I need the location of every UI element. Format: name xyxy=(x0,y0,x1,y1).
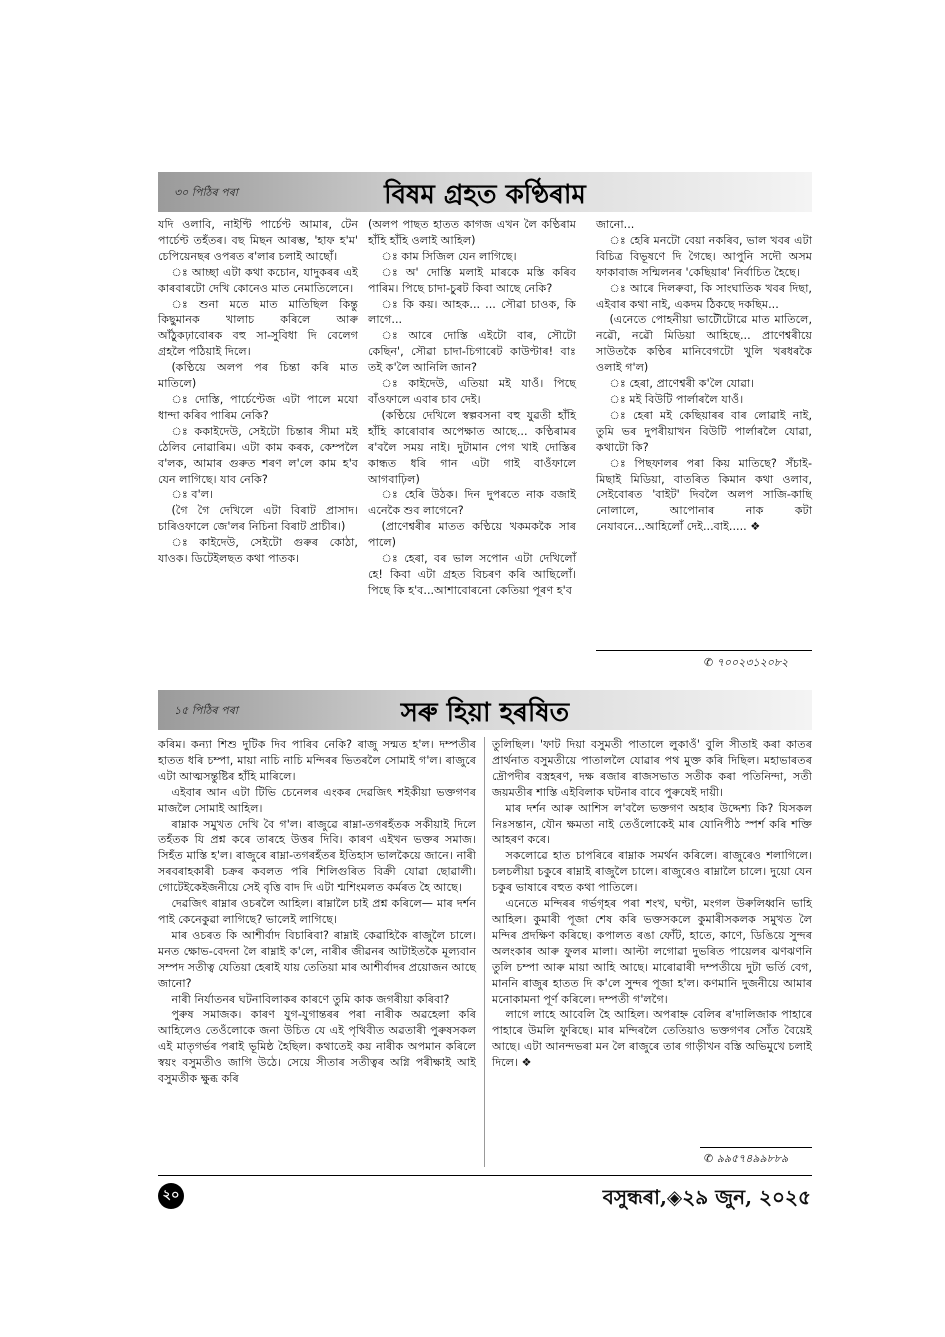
paragraph: কৰিম। কন্যা শিশু দুটিক দিব পাৰিব নেকি? ৰাজু সন্মত হ'ল। দম্পতীৰ হাতত ধৰি চম্পা, মায়া নাচি নাচি মন্দিৰৰ ভিতৰলৈ সোমাই গ'ল। ৰাজুৰে এটা আত্মসন্তুষ্টিৰ হাঁহি মাৰিলে। xyxy=(158,738,476,783)
paragraph: ঃ আৰে দিলৰুবা, কি সাংঘাতিক খবৰ দিছা, এইবাৰ কথা নাই, একদম ঠিকছে দকছিম... xyxy=(596,281,812,311)
story2-phone: ✆ ৯৯৫৭৪৯৯৮৮৯ xyxy=(704,1152,789,1165)
paragraph: লাগে লাহে আবেলি হৈ আহিল। অপৰাহ্ন বেলিৰ ৰ'দালিজাক পাহাৰে পাহাৰে উমলি ফুৰিছে। মাৰ মন্দিৰলৈ তেতিয়াও ভক্তগণৰ সোঁত বৈয়েই আছে। এটা আনন্দভৰা মন লৈ ৰাজুৰে তাৰ গাড়ীখন বস্তি অভিমুখে চলাই দিলে। ❖ xyxy=(492,1008,812,1070)
story2-title-band xyxy=(158,690,812,730)
publication-footer: বসুন্ধৰা,◈২৯ জুন, ২০২৫ xyxy=(602,1185,811,1209)
paragraph: (প্ৰাণেশ্বৰীৰ মাতত কণ্ঠিয়ে খকমককৈ সাৰ পালে) xyxy=(368,520,576,550)
paragraph: (গৈ গৈ দেখিলে এটা বিৰাট প্ৰাসাদ। চাৰিওফালে জে'লৰ নিচিনা বিৰাট প্ৰাচীৰ।) xyxy=(158,504,358,534)
story1-continued-from: ৩০ পিঠিৰ পৰা xyxy=(174,186,238,199)
story2-end-rule xyxy=(700,1147,812,1148)
paragraph: এইবাৰ আন এটা টিভি চেনেলৰ এংকৰ দেৱজিৎ শইকীয়া ভক্তগণৰ মাজলৈ সোমাই আহিল। xyxy=(158,785,476,815)
story1-phone: ✆ ৭০০২৩১২০৮২ xyxy=(704,656,789,669)
page-number: ২০ xyxy=(158,1183,184,1209)
paragraph: ঃ শুনা মতে মাত মাতিছিল কিন্তু কিছুমানক খালাচ কৰিলে আৰু আঁঠুকঢ়াবোৰক বহু সা-সুবিধা দি বেলেগ গ্ৰহলৈ পঠিয়াই দিলে। xyxy=(158,297,358,359)
story1-title: বিষম গ্ৰহত কণ্ঠিৰাম xyxy=(384,180,586,210)
paragraph: তুলিছিল। 'ফাট দিয়া বসুমতী পাতালে লুকাওঁ' বুলি সীতাই কৰা কাতৰ প্ৰাৰ্থনাত বসুমতীয়ে পাতাললৈ যোৱাৰ পথ মুক্ত কৰি দিছিল। মহাভাৰতৰ দ্ৰৌপদীৰ বস্ত্ৰহৰণ, দক্ষ ৰজাৰ ৰাজসভাত সতীক কৰা পতিনিন্দা, সতী জয়মতীৰ শাস্তি এইবিলাক ঘটনাৰ বাবে পুৰুষেই দায়ী। xyxy=(492,738,812,799)
story1-column-1 xyxy=(158,217,358,567)
paragraph: ৰাম্নাক সমুখত দেখি বৈ গ'ল। ৰাজুৱে ৰাম্না-তগৰহঁতক সকীয়াই দিলে তহঁতক যি প্ৰশ্ন কৰে তাৰহে উত্তৰ দিবি। কাৰণ এইখন ভক্তৰ সমাজ। সিহঁত মাস্তি হ'ল। ৰাজুৰে ৰাম্না-তগৰহঁতৰ ইতিহাস ভালকৈয়ে জানে। নাৰী সৰবৰাহকাৰী চক্ৰৰ কবলত পৰি শিলিগুৰিত বিক্ৰী যোৱা ছোৱালী। গোটেইকেইজনীয়ে সেই বৃত্তি বাদ দি এটা শ্মশিংমলত কৰ্মৰত হৈ আছে। xyxy=(158,817,476,895)
paragraph: ঃ হেৰা মই কেছিয়াৰৰ বাৰ লোৱাই নাই, তুমি ভৰ দুপৰীয়াখন বিউটি পাৰ্লাৰলৈ যোৱা, কথাটো কি? xyxy=(596,408,812,454)
story1-title-band xyxy=(158,172,812,212)
paragraph: জানো... xyxy=(596,218,635,231)
story2-column-2 xyxy=(492,737,812,1071)
paragraph: (এনেতে পোহনীয়া ভাটৌটোৱে মাত মাতিলে, নৱৌ, নৱৌ মিডিয়া আহিছে... প্ৰাণেশ্বৰীয়ে সাউতকৈ কণ্ঠিৰ মানিবেগটো খুলি খৰধৰকৈ ওলাই গ'ল) xyxy=(596,313,812,375)
story1-column-2 xyxy=(368,217,576,599)
paragraph: ঃ হেৰা, প্ৰাণেশ্বৰী ক'লৈ যোৱা। xyxy=(609,377,755,391)
paragraph: মাৰ দৰ্শন আৰু আশিস ল'বলৈ ভক্তগণ অহাৰ উদ্দেশ্য কি? যিসকল নিঃসন্তান, যৌন ক্ষমতা নাই তেওঁলোকেই মাৰ যোনিপীঠ স্পৰ্শ কৰি শক্তি আহৰণ কৰে। xyxy=(492,801,812,847)
story2-continued-from: ১৫ পিঠিৰ পৰা xyxy=(174,704,238,717)
story2-column-1 xyxy=(158,737,476,1087)
column-divider xyxy=(484,737,485,1167)
paragraph: যদি ওলাবি, নাইণ্টি পাৰ্চেণ্ট আমাৰ, টেন পাৰ্চেণ্ট তহঁতৰ। বছ মিছন আৰম্ভ, 'হাফ হ'ম' চেপিয়েনছৰ ওপৰত ৰ'লাৰ চলাই আছোঁ। xyxy=(158,218,358,263)
paragraph: ঃ আৰে দোস্তি এইটো বাৰ, সৌটো কেছিন', সৌৱা চাদা-চিগাৰেট কাউণ্টাৰ! বাঃ তই ক'লৈ আনিলি জান? xyxy=(368,329,576,375)
paragraph: ঃ কাম সিজিল যেন লাগিছে। xyxy=(381,249,517,263)
paragraph: সকলোৱে হাত চাপৰিৰে ৰাম্নাক সমৰ্থন কৰিলে। ৰাজুৰেও শলাগিলে। চলচলীয়া চকুৰে ৰাম্নাই ৰাজুলৈ চালে। ৰাজুৰেও ৰাম্নালৈ চালে। দুয়ো যেন চকুৰ ভাষাৰে বহুত কথা পাতিলে। xyxy=(492,849,812,895)
story1-end-rule xyxy=(596,650,812,651)
paragraph: ঃ কাইদেউ, সেইটো গুৰুৰ কোঠা, যাওক। ডিটেইলছত কথা পাতক। xyxy=(158,536,358,566)
paragraph: (কণ্ঠিয়ে অলপ পৰ চিন্তা কৰি মাত মাতিলে) xyxy=(158,361,358,391)
paragraph: ঃ আচ্ছা এটা কথা কচোন, যাদুকৰৰ এই কাৰবাৰটো দেখি কোনেও মাত নেমাতিলেনে। xyxy=(158,265,358,295)
paragraph: ঃ ব'ল। xyxy=(171,488,214,502)
paragraph: নাৰী নিৰ্যাতনৰ ঘটনাবিলাকৰ কাৰণে তুমি কাক জগৰীয়া কৰিবা? xyxy=(171,992,450,1006)
paragraph: (কণ্ঠিয়ে দেখিলে স্বল্পবসনা বহু যুৱতী হাঁহি হাঁহি কাৰোবাৰ অপেক্ষাত আছে... কণ্ঠিৰামৰ ৰ'বলৈ সময় নাই। দুটামান পেগ খাই দোস্তিৰ কান্ধত ধৰি গান এটা গাই বাওঁফালে আগবাঢ়িল) xyxy=(368,408,576,486)
paragraph: পুৰুষ সমাজক। কাৰণ যুগ-যুগান্তৰৰ পৰা নাৰীক অৱহেলা কৰি আহিলেও তেওঁলোকে জনা উচিত যে এই পৃথিবীত অৱতাৰী পুৰুষসকল এই মাতৃগৰ্ভৰ পৰাই ভূমিষ্ঠ হৈছিল। কথাতেই কয় নাৰীক অপমান কৰিলে স্বয়ং বসুমতীও জাগি উঠে। সেয়ে সীতাৰ সতীত্বৰ অগ্নি পৰীক্ষাই আই বসুমতীক ক্ষুব্ধ কৰি xyxy=(158,1008,476,1086)
paragraph: ঃ কি কয়। আহক... ... সৌৱা চাওক, কি লাগে... xyxy=(368,297,576,327)
paragraph: দেৱজিৎ ৰাম্নাৰ ওচৰলৈ আহিল। ৰাম্নালৈ চাই প্ৰশ্ন কৰিলে— মাৰ দৰ্শন পাই কেনেকুৱা লাগিছে? ভালেই লাগিছে। xyxy=(158,897,476,926)
footer-rule xyxy=(158,1175,812,1176)
paragraph: ঃ হেৰি উঠক। দিন দুপৰতে নাক বজাই এনেকৈ শুব লাগেনে? xyxy=(368,488,576,518)
paragraph: ঃ পিছফালৰ পৰা কিয় মাতিছে? সঁচাই-মিছাই মিডিয়া, বাতৰিত কিমান কথা ওলাব, সেইবোৰত 'বাইট' দিবলৈ অলপ সাজি-কাছি নোলালে, আপোনাৰ নাক কটা নেযাবনে...আহিলোঁ দেই...বাই..... ❖ xyxy=(596,456,812,534)
story2-title: সৰু হিয়া হৰষিত xyxy=(400,698,570,728)
paragraph: ঃ মই বিউটি পাৰ্লাৰলৈ যাওঁ। xyxy=(609,392,744,406)
paragraph: ঃ কাইদেউ, এতিয়া মই যাওঁ। পিছে বাঁওফালে এবাৰ চাব দেই। xyxy=(368,377,576,406)
story1-column-3 xyxy=(596,217,812,535)
paragraph: (অলপ পাছত হাতত কাগজ এখন লৈ কণ্ঠিৰাম হাঁহি হাঁহি ওলাই আহিল) xyxy=(368,218,576,247)
paragraph: মাৰ ওচৰত কি আশীৰ্বাদ বিচাৰিবা? ৰাম্নাই কেৱাহিকৈ ৰাজুলৈ চালে। মনত ক্ষোভ-বেদনা লৈ ৰাম্নাই ক'লে, নাৰীৰ জীৱনৰ আটাইতকৈ মূল্যবান সম্পদ সতীত্ব যেতিয়া হেৰাই যায় তেতিয়া মাৰ আশীৰ্বাদৰ প্ৰয়োজন আছে জানো? xyxy=(158,928,476,990)
paragraph: ঃ অ' দোস্তি মলাই মাৰকে মস্তি কৰিব পাৰিম। পিছে চাদা-চুৰট কিবা আছে নেকি? xyxy=(368,265,576,295)
paragraph: ঃ ককাইদেউ, সেইটো চিন্তাৰ সীমা মই ঠেলিব নোৱাৰিম। এটা কাম কৰক, কেম্পলৈ ব'লক, আমাৰ গুৰুত শৰণ ল'লে কাম হ'ব যেন লাগিছে। যাব নেকি? xyxy=(158,424,358,486)
paragraph: ঃ হেৰি মনটো বেয়া নকৰিব, ভাল খবৰ এটা বিচিত্ৰ বিভূষণে দি গৈছে। আপুনি সদৌ অসম ফাকাবাজ সন্মিলনৰ 'কেছিয়াৰ' নিৰ্বাচিত হৈছে। xyxy=(596,233,812,279)
paragraph: ঃ হেৰা, বৰ ভাল সপোন এটা দেখিলোঁ হে! কিবা এটা গ্ৰহত বিচৰণ কৰি আছিলোঁ। পিছে কি হ'ব...আশাবোৰনো কেতিয়া পূৰণ হ'ব xyxy=(368,552,576,597)
paragraph: এনেতে মন্দিৰৰ গৰ্ভগৃহৰ পৰা শংখ, ঘণ্টা, মংগল উৰুলিধ্বনি ভাহি আহিল। কুমাৰী পূজা শেষ কৰি ভক্তসকলে কুমাৰীসকলক সমুখত লৈ মন্দিৰ প্ৰদক্ষিণ কৰিছে। কপালত ৰঙা ফোঁট, হাতে, কাণে, ডিঙিয়ে সুন্দৰ অলংকাৰ আৰু ফুলৰ মালা। আল্টা লগোৱা দুভৰিত পায়েলৰ ঝণঝণনি তুলি চম্পা আৰু মায়া আহি আছে। মাৰোৱাৰী দম্পতীয়ে দুটা ভৰ্তি বেগ, মাননি ৰাজুৰ হাতত দি ক'লে সুন্দৰ পূজা হ'ল। কণমানি দুজনীয়ে আমাৰ মনোকামনা পূৰ্ণ কৰিলে। দম্পতী গ'লগৈ। xyxy=(492,897,812,1006)
paragraph: ঃ দোস্তি, পাৰ্চেণ্টেজ এটা পালে মযো ধান্দা কৰিব পাৰিম নেকি? xyxy=(158,392,358,422)
